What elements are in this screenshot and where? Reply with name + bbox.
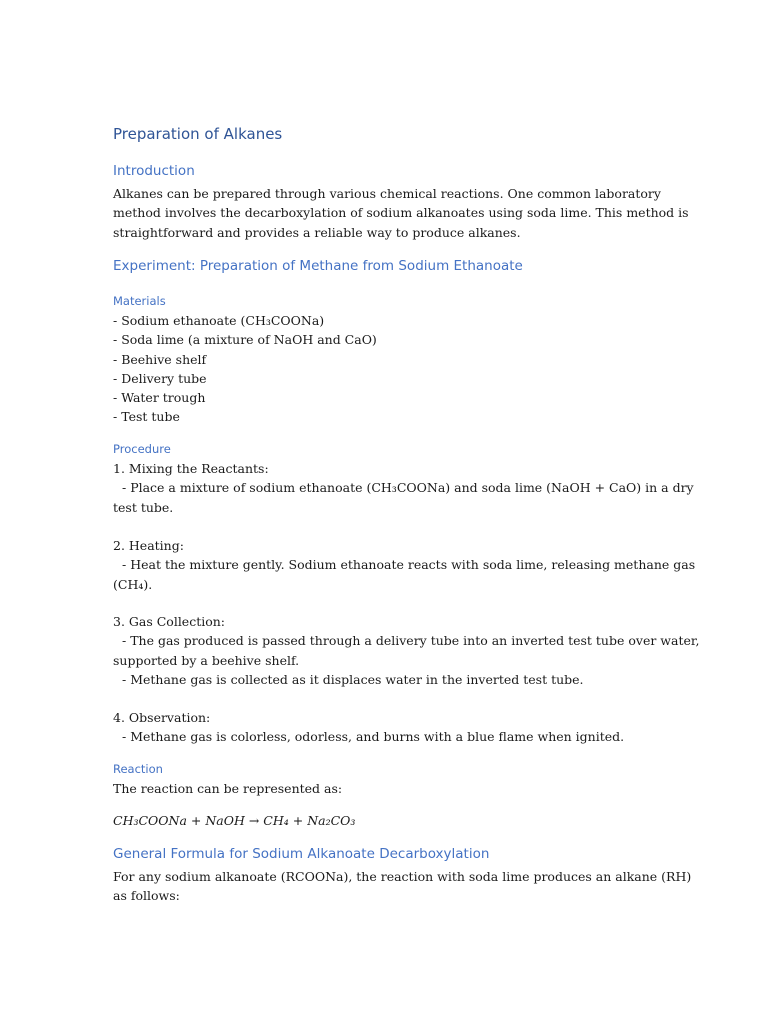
page-title: Preparation of Alkanes [113,125,283,143]
step-line: test tube. [113,499,174,515]
step-line: - Methane gas is collected as it displaces water in the inverted test tube. [122,671,584,687]
material-item: - Test tube [113,409,180,425]
step-line: - The gas produced is passed through a delivery tube into an inverted test tube over water, [122,633,700,649]
heading-experiment: Experiment: Preparation of Methane from Sodium Ethanoate [113,258,523,274]
step-line: - Methane gas is colorless, odorless, and burns with a blue flame when ignited. [122,729,625,745]
step-title: 4. Observation: [113,710,211,725]
reaction-equation: CH₃COONa + NaOH → CH₄ + Na₂CO₃ [113,813,356,828]
heading-procedure: Procedure [113,442,171,456]
step-line: supported by a beehive shelf. [113,652,300,668]
intro-line: method involves the decarboxylation of sodium alkanoates using soda lime. This method is [113,205,689,221]
reaction-text: The reaction can be represented as: [113,781,343,796]
step-title: 2. Heating: [113,538,184,553]
procedure-step-3 [113,612,700,689]
procedure-step-1 [113,459,694,517]
general-line: as follows: [113,888,180,904]
general-paragraph [113,867,692,906]
step-line: (CH₄). [113,576,153,592]
heading-reaction: Reaction [113,762,163,776]
material-item: - Delivery tube [113,370,207,386]
step-line: - Heat the mixture gently. Sodium ethanoate reacts with soda lime, releasing methane gas [122,557,696,573]
material-item: - Beehive shelf [113,351,207,367]
material-item: - Water trough [113,390,206,406]
heading-materials: Materials [113,294,166,308]
procedure-step-4 [113,708,673,747]
general-line: For any sodium alkanoate (RCOONa), the reaction with soda lime produces an alkane (RH) [113,869,692,884]
intro-paragraph [113,184,689,242]
materials-list [113,311,673,427]
procedure-step-2 [113,536,696,594]
step-line: - Place a mixture of sodium ethanoate (CH₃COONa) and soda lime (NaOH + CaO) in a dry [122,480,694,496]
intro-line: Alkanes can be prepared through various chemical reactions. One common laboratory [113,186,661,201]
material-item: - Sodium ethanoate (CH₃COONa) [113,313,325,328]
step-title: 3. Gas Collection: [113,614,226,629]
heading-introduction: Introduction [113,163,195,179]
step-title: 1. Mixing the Reactants: [113,461,269,476]
heading-general-formula: General Formula for Sodium Alkanoate Decarboxylation [113,846,490,862]
material-item: - Soda lime (a mixture of NaOH and CaO) [113,332,377,348]
intro-line: straightforward and provides a reliable way to produce alkanes. [113,224,521,240]
